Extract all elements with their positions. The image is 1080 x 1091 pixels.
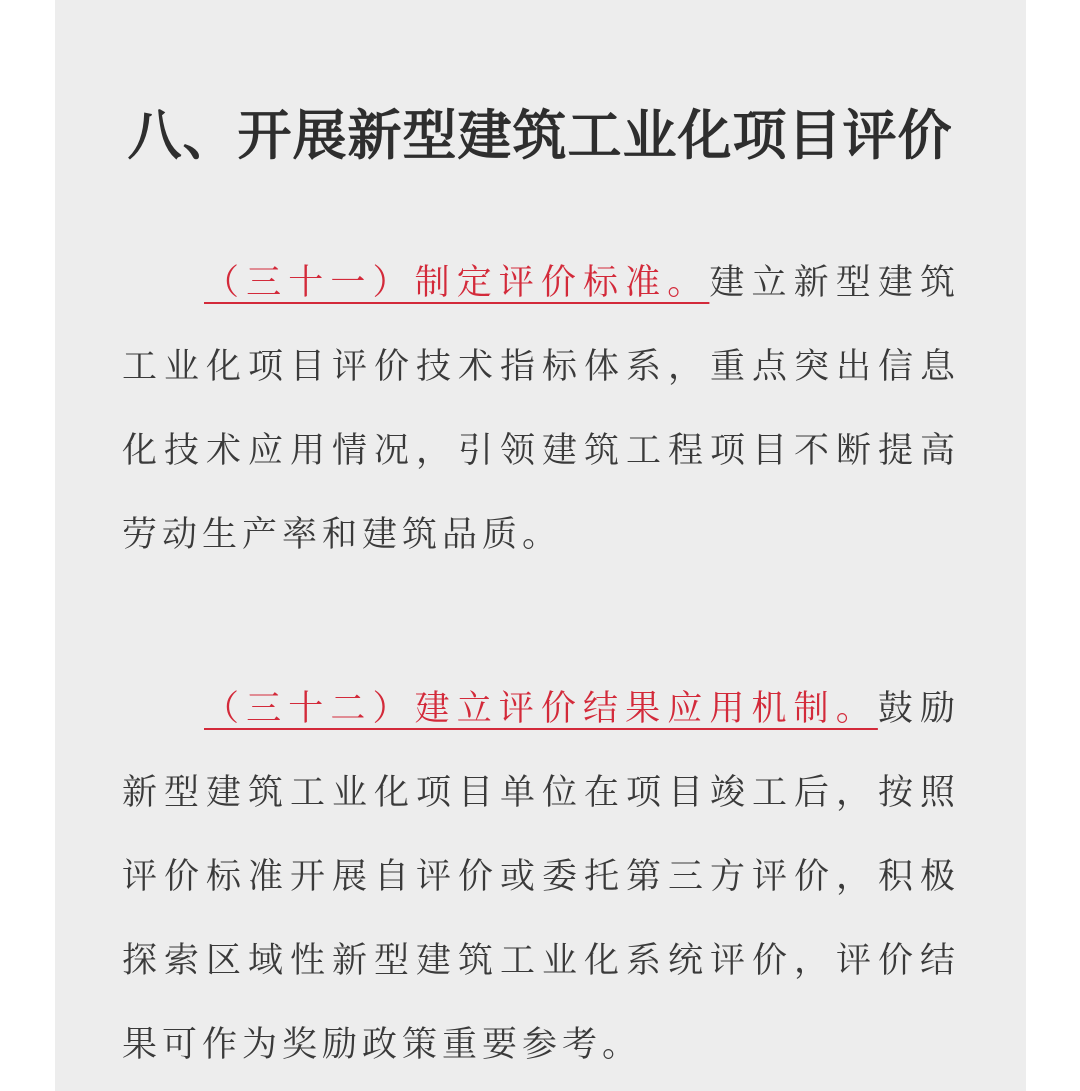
- article-31: [122, 241, 960, 577]
- article-32-title: （三十二）建立评价结果应用机制。: [204, 689, 878, 729]
- article-31-title: （三十一）制定评价标准。: [204, 263, 710, 303]
- section-heading: 八、开展新型建筑工业化项目评价: [127, 103, 953, 168]
- article-31-body: 建立新型建筑工业化项目评价技术指标体系，重点突出信息化技术应用情况，引领建筑工程项目不断提高劳动生产率和建筑品质。: [122, 263, 960, 555]
- article-32: [122, 667, 960, 1087]
- article-32-body: 鼓励新型建筑工业化项目单位在项目竣工后，按照评价标准开展自评价或委托第三方评价，积极探索区域性新型建筑工业化系统评价，评价结果可作为奖励政策重要参考。: [122, 689, 960, 1065]
